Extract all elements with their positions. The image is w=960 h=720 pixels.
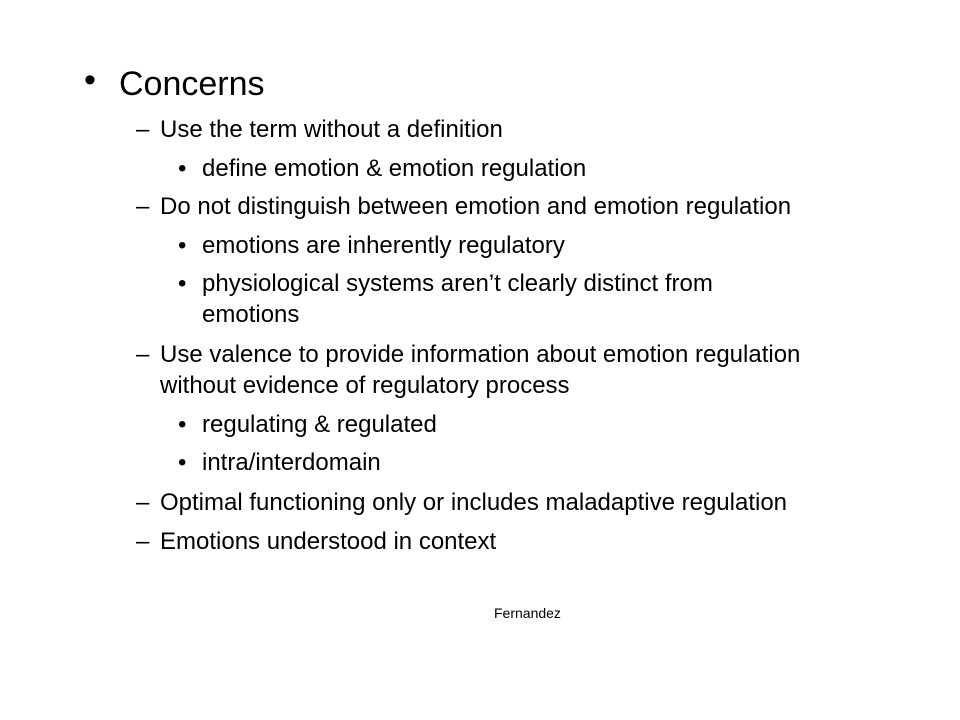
point-continuation: without evidence of regulatory process	[160, 372, 570, 399]
bullet-icon: •	[178, 449, 187, 476]
slide-title: Concerns	[119, 65, 265, 103]
footer-author: Fernandez	[494, 605, 561, 621]
bullet-icon: •	[178, 232, 187, 259]
sub-point-text: regulating & regulated	[202, 411, 437, 438]
dash-icon: –	[136, 528, 150, 555]
dash-icon: –	[136, 341, 150, 368]
sub-point-text: emotions are inherently regulatory	[202, 232, 565, 259]
dash-icon: –	[136, 193, 150, 220]
point-text: Use valence to provide information about emotion regulation	[160, 341, 801, 368]
sub-point-text: physiological systems aren’t clearly distinct from	[202, 270, 713, 297]
dash-icon: –	[136, 489, 150, 516]
point-text: Use the term without a definition	[160, 116, 503, 143]
sub-point-text: define emotion & emotion regulation	[202, 155, 587, 182]
sub-point-continuation: emotions	[202, 301, 300, 328]
point-text: Optimal functioning only or includes maladaptive regulation	[160, 489, 788, 516]
point-text: Emotions understood in context	[160, 528, 497, 555]
title-bullet-icon: •	[84, 61, 96, 99]
point-text: Do not distinguish between emotion and emotion regulation	[160, 193, 792, 220]
bullet-icon: •	[178, 155, 187, 182]
dash-icon: –	[136, 116, 150, 143]
bullet-icon: •	[178, 270, 187, 297]
bullet-icon: •	[178, 411, 187, 438]
sub-point-text: intra/interdomain	[202, 449, 381, 476]
